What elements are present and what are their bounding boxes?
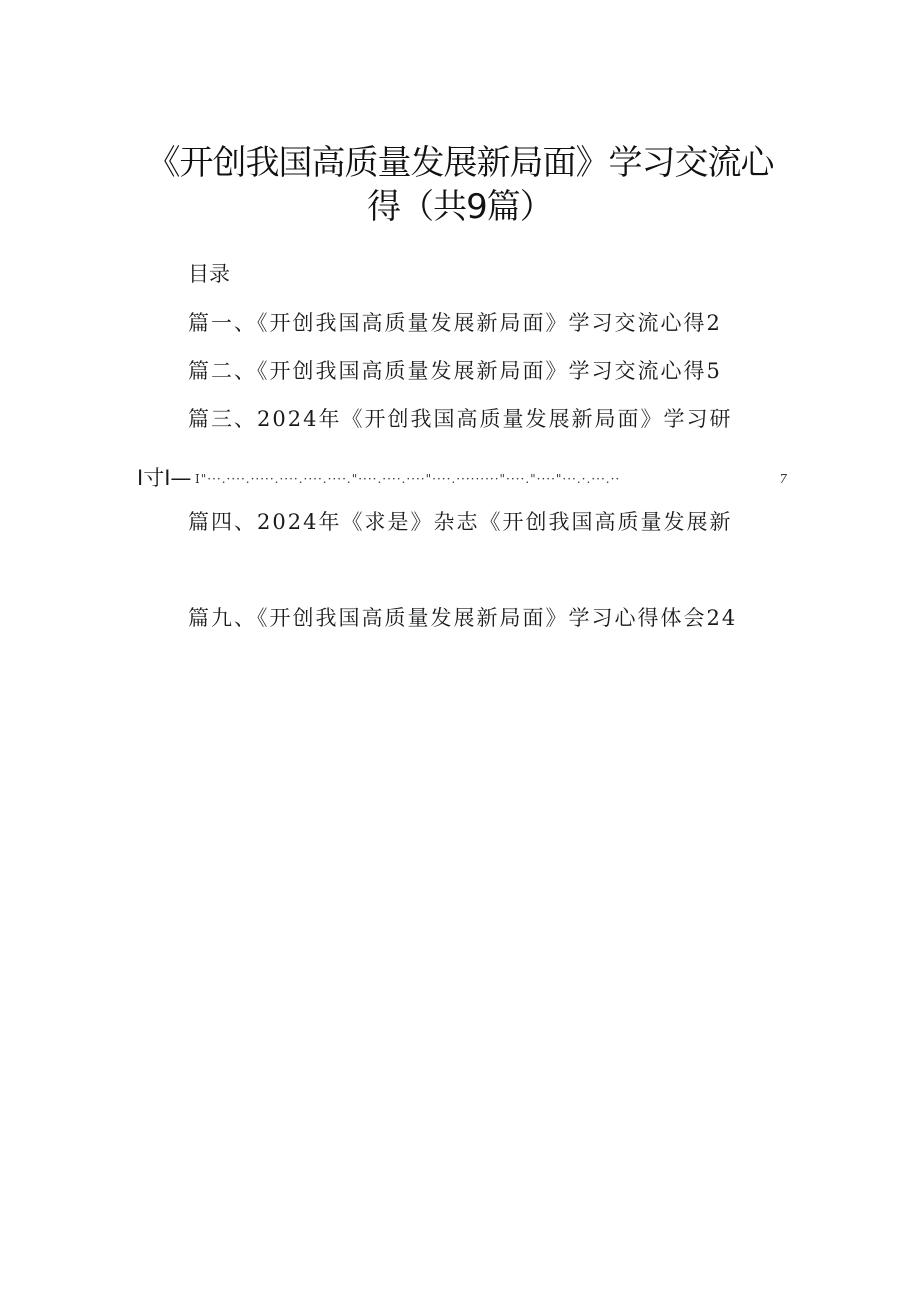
toc-entry-9[interactable]: 篇九、《开创我国高质量发展新局面》学习心得体会24	[188, 606, 738, 630]
toc-page-number: 7	[779, 472, 787, 486]
document-title-line-1: 《开创我国高质量发展新局面》学习交流心	[146, 143, 774, 183]
toc-dot-leader: I"···.····.·····.····.····.····."····.····.····"····.·········"····."····"···.·.···.··	[195, 472, 621, 486]
toc-entry-1[interactable]: 篇一、《开创我国高质量发展新局面》学习交流心得2	[188, 311, 722, 335]
toc-entry-3[interactable]: 篇三、2024年《开创我国高质量发展新局面》学习研	[188, 407, 733, 431]
document-title-line-2: 得（共9篇）	[367, 187, 553, 227]
toc-garbled-lead: I寸I—	[137, 466, 192, 490]
toc-entry-3-continuation	[137, 465, 787, 495]
toc-entry-2[interactable]: 篇二、《开创我国高质量发展新局面》学习交流心得5	[188, 359, 722, 383]
toc-heading: 目录	[188, 262, 230, 286]
toc-entry-4[interactable]: 篇四、2024年《求是》杂志《开创我国高质量发展新	[188, 510, 733, 534]
